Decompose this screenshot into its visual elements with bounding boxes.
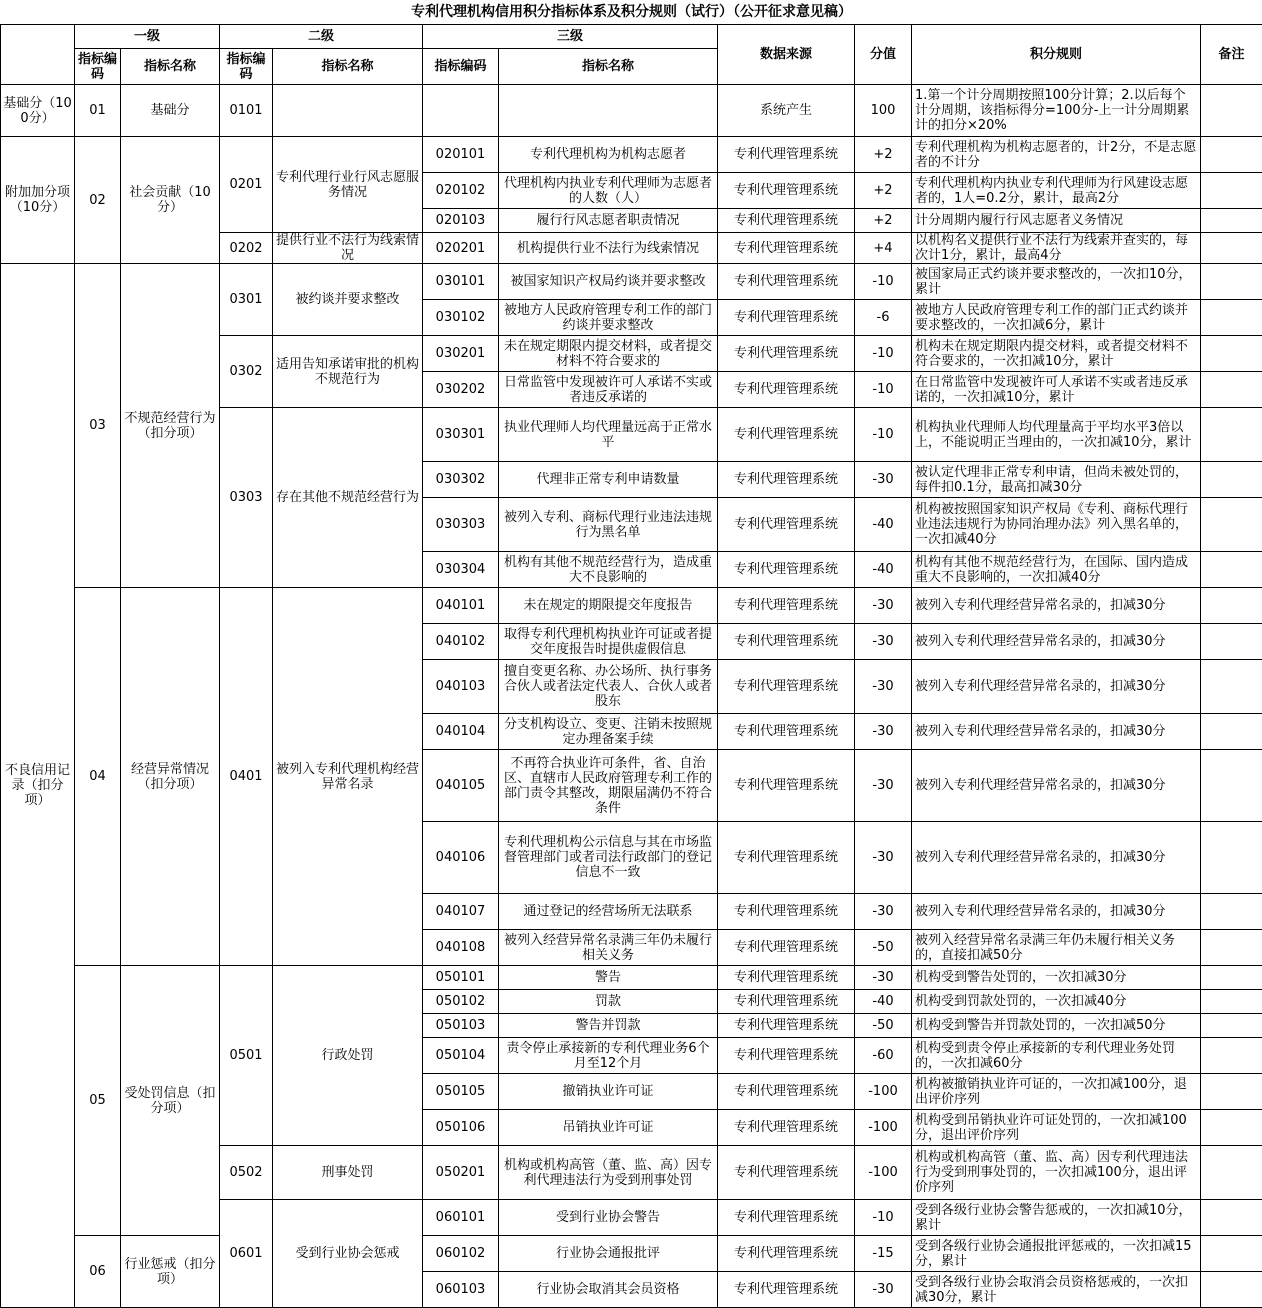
score-cell: +2 — [855, 137, 912, 173]
remark-cell — [1201, 1014, 1262, 1038]
level2-code-cell: 0202 — [220, 233, 273, 264]
level3-code-cell: 020201 — [423, 233, 499, 264]
level3-name-cell: 专利代理机构为机构志愿者 — [499, 137, 718, 173]
level3-name-cell: 执业代理师人均代理量远高于正常水平 — [499, 408, 718, 462]
source-cell: 专利代理管理系统 — [718, 714, 855, 750]
remark-header: 备注 — [1201, 25, 1262, 85]
level3-code-cell: 030304 — [423, 552, 499, 588]
rule-cell: 受到各级行业协会通报批评惩戒的，一次扣减15分，累计 — [912, 1236, 1201, 1272]
rule-cell: 机构受到责令停止承接新的专利代理业务处罚的，一次扣减60分 — [912, 1038, 1201, 1074]
remark-cell — [1201, 85, 1262, 137]
rule-cell: 受到各级行业协会警告惩戒的，一次扣减10分，累计 — [912, 1200, 1201, 1236]
source-cell: 专利代理管理系统 — [718, 660, 855, 714]
level1-code-cell: 05 — [75, 966, 121, 1236]
level3-code-cell: 040106 — [423, 822, 499, 894]
source-cell: 专利代理管理系统 — [718, 624, 855, 660]
source-cell: 专利代理管理系统 — [718, 1074, 855, 1110]
level3-code-cell: 020102 — [423, 173, 499, 209]
level3-name-header: 指标名称 — [499, 49, 718, 85]
source-cell: 专利代理管理系统 — [718, 1110, 855, 1146]
score-cell: -30 — [855, 1272, 912, 1308]
remark-cell — [1201, 750, 1262, 822]
remark-cell — [1201, 990, 1262, 1014]
level1-name-cell: 行业惩戒（扣分项） — [121, 1236, 220, 1308]
level3-header: 三级 — [423, 25, 718, 49]
source-cell: 专利代理管理系统 — [718, 990, 855, 1014]
score-cell: -100 — [855, 1074, 912, 1110]
source-cell: 专利代理管理系统 — [718, 173, 855, 209]
level3-name-cell: 取得专利代理机构执业许可证或者提交年度报告时提供虚假信息 — [499, 624, 718, 660]
source-cell: 专利代理管理系统 — [718, 1014, 855, 1038]
source-cell: 专利代理管理系统 — [718, 264, 855, 300]
level1-code-cell: 01 — [75, 85, 121, 137]
level2-name-cell: 被列入专利代理机构经营异常名录 — [273, 588, 423, 966]
score-cell: 100 — [855, 85, 912, 137]
rule-cell: 计分周期内履行行风志愿者义务情况 — [912, 209, 1201, 233]
level3-name-cell: 吊销执业许可证 — [499, 1110, 718, 1146]
level1-name-cell: 不规范经营行为（扣分项） — [121, 264, 220, 588]
level3-code-cell: 060101 — [423, 1200, 499, 1236]
rule-cell: 被认定代理非正常专利申请，但尚未被处罚的，每件扣0.1分，最高扣减30分 — [912, 462, 1201, 498]
level3-code-cell: 050101 — [423, 966, 499, 990]
score-cell: -100 — [855, 1110, 912, 1146]
source-cell: 专利代理管理系统 — [718, 1200, 855, 1236]
remark-cell — [1201, 233, 1262, 264]
source-cell: 专利代理管理系统 — [718, 894, 855, 930]
level3-name-cell: 代理非正常专利申请数量 — [499, 462, 718, 498]
score-cell: -40 — [855, 552, 912, 588]
rule-cell: 1.第一个计分周期按照100分计算；2.以后每个计分周期，该指标得分=100分-上一计分周期累计的扣分×20% — [912, 85, 1201, 137]
page-title: 专利代理机构信用积分指标体系及积分规则（试行）（公开征求意见稿） — [1, 0, 1262, 25]
score-cell: -30 — [855, 966, 912, 990]
level3-code-cell: 030101 — [423, 264, 499, 300]
table-row — [1, 1236, 1262, 1272]
rule-cell: 机构有其他不规范经营行为，在国际、国内造成重大不良影响的，一次扣减40分 — [912, 552, 1201, 588]
rule-cell: 在日常监管中发现被许可人承诺不实或者违反承诺的，一次扣减10分，累计 — [912, 372, 1201, 408]
rule-cell: 机构执业代理师人均代理量高于平均水平3倍以上，不能说明正当理由的，一次扣减10分，累计 — [912, 408, 1201, 462]
level2-code-cell: 0101 — [220, 85, 273, 137]
source-cell: 专利代理管理系统 — [718, 233, 855, 264]
table-row — [1, 85, 1262, 137]
score-cell: +4 — [855, 233, 912, 264]
level3-name-cell: 机构提供行业不法行为线索情况 — [499, 233, 718, 264]
score-cell: -30 — [855, 894, 912, 930]
rule-cell: 被列入专利代理经营异常名录的，扣减30分 — [912, 624, 1201, 660]
source-cell: 专利代理管理系统 — [718, 209, 855, 233]
remark-cell — [1201, 1074, 1262, 1110]
remark-cell — [1201, 1038, 1262, 1074]
level3-code-cell — [423, 85, 499, 137]
score-cell: -30 — [855, 462, 912, 498]
rule-cell: 机构受到警告并罚款处罚的，一次扣减50分 — [912, 1014, 1201, 1038]
remark-cell — [1201, 552, 1262, 588]
level2-name-cell: 提供行业不法行为线索情况 — [273, 233, 423, 264]
remark-cell — [1201, 930, 1262, 966]
rule-cell: 专利代理机构内执业专利代理师为行风建设志愿者的，1人=0.2分，累计，最高2分 — [912, 173, 1201, 209]
level3-code-cell: 040102 — [423, 624, 499, 660]
source-cell: 专利代理管理系统 — [718, 750, 855, 822]
level1-header: 一级 — [75, 25, 220, 49]
level3-code-header: 指标编码 — [423, 49, 499, 85]
level3-name-cell: 擅自变更名称、办公场所、执行事务合伙人或者法定代表人、合伙人或者股东 — [499, 660, 718, 714]
source-cell: 专利代理管理系统 — [718, 822, 855, 894]
remark-cell — [1201, 137, 1262, 173]
source-cell: 专利代理管理系统 — [718, 372, 855, 408]
category-cell: 附加加分项（10分） — [1, 137, 75, 264]
level3-code-cell: 030301 — [423, 408, 499, 462]
rule-cell: 机构被撤销执业许可证的，一次扣减100分，退出评价序列 — [912, 1074, 1201, 1110]
level3-code-cell: 020101 — [423, 137, 499, 173]
remark-cell — [1201, 660, 1262, 714]
level3-code-cell: 050102 — [423, 990, 499, 1014]
source-cell: 专利代理管理系统 — [718, 1038, 855, 1074]
score-cell: -10 — [855, 408, 912, 462]
level3-code-cell: 050201 — [423, 1146, 499, 1200]
remark-cell — [1201, 624, 1262, 660]
source-cell: 专利代理管理系统 — [718, 300, 855, 336]
level3-code-cell: 050104 — [423, 1038, 499, 1074]
category-header — [1, 25, 75, 85]
score-cell: +2 — [855, 173, 912, 209]
rule-cell: 被地方人民政府管理专利工作的部门正式约谈并要求整改的，一次扣减6分，累计 — [912, 300, 1201, 336]
remark-cell — [1201, 1110, 1262, 1146]
rule-cell: 被列入专利代理经营异常名录的，扣减30分 — [912, 588, 1201, 624]
level1-code-cell: 04 — [75, 588, 121, 966]
rule-cell: 专利代理机构为机构志愿者的，计2分，不是志愿者的不计分 — [912, 137, 1201, 173]
level3-name-cell: 通过登记的经营场所无法联系 — [499, 894, 718, 930]
score-cell: -100 — [855, 1146, 912, 1200]
score-cell: -30 — [855, 660, 912, 714]
rule-cell: 被列入专利代理经营异常名录的，扣减30分 — [912, 660, 1201, 714]
level3-name-cell: 行业协会通报批评 — [499, 1236, 718, 1272]
score-cell: +2 — [855, 209, 912, 233]
rule-cell: 机构或机构高管（董、监、高）因专利代理违法行为受到刑事处罚的，一次扣减100分，退出评价序列 — [912, 1146, 1201, 1200]
level3-name-cell: 日常监管中发现被许可人承诺不实或者违反承诺的 — [499, 372, 718, 408]
rule-cell: 机构受到吊销执业许可证处罚的，一次扣减100分，退出评价序列 — [912, 1110, 1201, 1146]
level3-name-cell: 不再符合执业许可条件，省、自治区、直辖市人民政府管理专利工作的部门责令其整改，期限届满仍不符合条件 — [499, 750, 718, 822]
category-cell: 基础分（100分） — [1, 85, 75, 137]
level3-code-cell: 040104 — [423, 714, 499, 750]
source-cell: 专利代理管理系统 — [718, 930, 855, 966]
level2-code-cell: 0301 — [220, 264, 273, 336]
level3-name-cell: 警告并罚款 — [499, 1014, 718, 1038]
remark-cell — [1201, 408, 1262, 462]
level3-name-cell: 行业协会取消其会员资格 — [499, 1272, 718, 1308]
rule-header: 积分规则 — [912, 25, 1201, 85]
level3-code-cell: 060102 — [423, 1236, 499, 1272]
level3-name-cell: 被列入经营异常名录满三年仍未履行相关义务 — [499, 930, 718, 966]
level1-code-cell: 03 — [75, 264, 121, 588]
level3-name-cell: 责令停止承接新的专利代理业务6个月至12个月 — [499, 1038, 718, 1074]
score-cell: -60 — [855, 1038, 912, 1074]
score-header: 分值 — [855, 25, 912, 85]
level2-name-cell: 专利代理行业行风志愿服务情况 — [273, 137, 423, 233]
level1-name-header: 指标名称 — [121, 49, 220, 85]
level3-name-cell: 未在规定的期限提交年度报告 — [499, 588, 718, 624]
score-cell: -15 — [855, 1236, 912, 1272]
rule-cell: 机构未在规定期限内提交材料，或者提交材料不符合要求的，一次扣减10分，累计 — [912, 336, 1201, 372]
score-cell: -30 — [855, 624, 912, 660]
table-row — [1, 588, 1262, 624]
level1-code-cell: 02 — [75, 137, 121, 264]
level3-name-cell: 未在规定期限内提交材料，或者提交材料不符合要求的 — [499, 336, 718, 372]
level3-code-cell: 030302 — [423, 462, 499, 498]
score-cell: -30 — [855, 822, 912, 894]
level2-code-cell: 0601 — [220, 1200, 273, 1308]
level3-code-cell: 030201 — [423, 336, 499, 372]
level3-name-cell: 分支机构设立、变更、注销未按照规定办理备案手续 — [499, 714, 718, 750]
remark-cell — [1201, 264, 1262, 300]
level2-header: 二级 — [220, 25, 423, 49]
level3-code-cell: 060103 — [423, 1272, 499, 1308]
remark-cell — [1201, 1146, 1262, 1200]
level2-name-cell: 被约谈并要求整改 — [273, 264, 423, 336]
level2-name-header: 指标名称 — [273, 49, 423, 85]
source-cell: 专利代理管理系统 — [718, 1272, 855, 1308]
level3-code-cell: 030102 — [423, 300, 499, 336]
level3-name-cell: 专利代理机构公示信息与其在市场监督管理部门或者司法行政部门的登记信息不一致 — [499, 822, 718, 894]
score-cell: -6 — [855, 300, 912, 336]
table-row — [1, 264, 1262, 300]
score-cell: -30 — [855, 588, 912, 624]
level2-code-cell: 0501 — [220, 966, 273, 1146]
source-cell: 专利代理管理系统 — [718, 1146, 855, 1200]
level3-code-cell: 050105 — [423, 1074, 499, 1110]
source-cell: 专利代理管理系统 — [718, 336, 855, 372]
remark-cell — [1201, 1272, 1262, 1308]
level3-code-cell: 050106 — [423, 1110, 499, 1146]
level3-code-cell: 040101 — [423, 588, 499, 624]
remark-cell — [1201, 1200, 1262, 1236]
level3-name-cell: 代理机构内执业专利代理师为志愿者的人数（人） — [499, 173, 718, 209]
remark-cell — [1201, 822, 1262, 894]
score-cell: -30 — [855, 714, 912, 750]
rule-cell: 被列入经营异常名录满三年仍未履行相关义务的，直接扣减50分 — [912, 930, 1201, 966]
level1-code-header: 指标编码 — [75, 49, 121, 85]
level3-name-cell: 罚款 — [499, 990, 718, 1014]
rule-cell: 被列入专利代理经营异常名录的，扣减30分 — [912, 714, 1201, 750]
level3-name-cell: 受到行业协会警告 — [499, 1200, 718, 1236]
level1-name-cell: 经营异常情况（扣分项） — [121, 588, 220, 966]
source-cell: 专利代理管理系统 — [718, 498, 855, 552]
rule-cell: 被列入专利代理经营异常名录的，扣减30分 — [912, 894, 1201, 930]
level3-name-cell: 被地方人民政府管理专利工作的部门约谈并要求整改 — [499, 300, 718, 336]
score-cell: -50 — [855, 930, 912, 966]
remark-cell — [1201, 462, 1262, 498]
level3-code-cell: 020103 — [423, 209, 499, 233]
level1-name-cell: 基础分 — [121, 85, 220, 137]
level2-code-cell: 0302 — [220, 336, 273, 408]
rule-cell: 机构受到警告处罚的，一次扣减30分 — [912, 966, 1201, 990]
level1-name-cell: 社会贡献（10分） — [121, 137, 220, 264]
level2-code-cell: 0201 — [220, 137, 273, 233]
category-cell: 不良信用记录（扣分项） — [1, 264, 75, 1308]
score-cell: -40 — [855, 990, 912, 1014]
level2-name-cell: 受到行业协会惩戒 — [273, 1200, 423, 1308]
score-cell: -40 — [855, 498, 912, 552]
remark-cell — [1201, 498, 1262, 552]
table-row — [1, 966, 1262, 990]
level2-code-cell: 0303 — [220, 408, 273, 588]
rule-cell: 受到各级行业协会取消会员资格惩戒的，一次扣减30分，累计 — [912, 1272, 1201, 1308]
score-cell: -10 — [855, 1200, 912, 1236]
level2-name-cell — [273, 85, 423, 137]
remark-cell — [1201, 966, 1262, 990]
level2-name-cell: 适用告知承诺审批的机构不规范行为 — [273, 336, 423, 408]
source-cell: 专利代理管理系统 — [718, 1236, 855, 1272]
score-cell: -10 — [855, 372, 912, 408]
rule-cell: 机构受到罚款处罚的，一次扣减40分 — [912, 990, 1201, 1014]
remark-cell — [1201, 894, 1262, 930]
score-cell: -10 — [855, 264, 912, 300]
rule-cell: 被列入专利代理经营异常名录的，扣减30分 — [912, 822, 1201, 894]
level3-name-cell: 被列入专利、商标代理行业违法违规行为黑名单 — [499, 498, 718, 552]
level2-name-cell: 行政处罚 — [273, 966, 423, 1146]
level2-code-cell: 0502 — [220, 1146, 273, 1200]
remark-cell — [1201, 714, 1262, 750]
source-cell: 专利代理管理系统 — [718, 966, 855, 990]
level3-name-cell: 履行行风志愿者职责情况 — [499, 209, 718, 233]
level3-name-cell: 被国家知识产权局约谈并要求整改 — [499, 264, 718, 300]
score-cell: -50 — [855, 1014, 912, 1038]
level3-name-cell — [499, 85, 718, 137]
rule-cell: 机构被按照国家知识产权局《专利、商标代理行业违法违规行为协同治理办法》列入黑名单的，一次扣减40分 — [912, 498, 1201, 552]
level3-code-cell: 040105 — [423, 750, 499, 822]
source-cell: 专利代理管理系统 — [718, 552, 855, 588]
remark-cell — [1201, 300, 1262, 336]
source-header: 数据来源 — [718, 25, 855, 85]
level3-code-cell: 040107 — [423, 894, 499, 930]
remark-cell — [1201, 209, 1262, 233]
rule-cell: 以机构名义提供行业不法行为线索并查实的，每次计1分，累计，最高4分 — [912, 233, 1201, 264]
level2-code-header: 指标编码 — [220, 49, 273, 85]
source-cell: 专利代理管理系统 — [718, 408, 855, 462]
source-cell: 专利代理管理系统 — [718, 137, 855, 173]
level2-name-cell: 存在其他不规范经营行为 — [273, 408, 423, 588]
remark-cell — [1201, 336, 1262, 372]
level3-name-cell: 机构有其他不规范经营行为，造成重大不良影响的 — [499, 552, 718, 588]
level3-name-cell: 机构或机构高管（董、监、高）因专利代理违法行为受到刑事处罚 — [499, 1146, 718, 1200]
remark-cell — [1201, 372, 1262, 408]
source-cell: 系统产生 — [718, 85, 855, 137]
level3-code-cell: 040103 — [423, 660, 499, 714]
level3-name-cell: 警告 — [499, 966, 718, 990]
rule-cell: 被国家局正式约谈并要求整改的，一次扣10分，累计 — [912, 264, 1201, 300]
source-cell: 专利代理管理系统 — [718, 462, 855, 498]
remark-cell — [1201, 173, 1262, 209]
score-cell: -30 — [855, 750, 912, 822]
level3-code-cell: 030303 — [423, 498, 499, 552]
table-row — [1, 137, 1262, 173]
level2-code-cell: 0401 — [220, 588, 273, 966]
level1-name-cell: 受处罚信息（扣分项） — [121, 966, 220, 1236]
score-cell: -10 — [855, 336, 912, 372]
rule-cell: 被列入专利代理经营异常名录的，扣减30分 — [912, 750, 1201, 822]
source-cell: 专利代理管理系统 — [718, 588, 855, 624]
level2-name-cell: 刑事处罚 — [273, 1146, 423, 1200]
level3-code-cell: 040108 — [423, 930, 499, 966]
remark-cell — [1201, 588, 1262, 624]
level3-code-cell: 030202 — [423, 372, 499, 408]
level3-code-cell: 050103 — [423, 1014, 499, 1038]
remark-cell — [1201, 1236, 1262, 1272]
level1-code-cell: 06 — [75, 1236, 121, 1308]
level3-name-cell: 撤销执业许可证 — [499, 1074, 718, 1110]
